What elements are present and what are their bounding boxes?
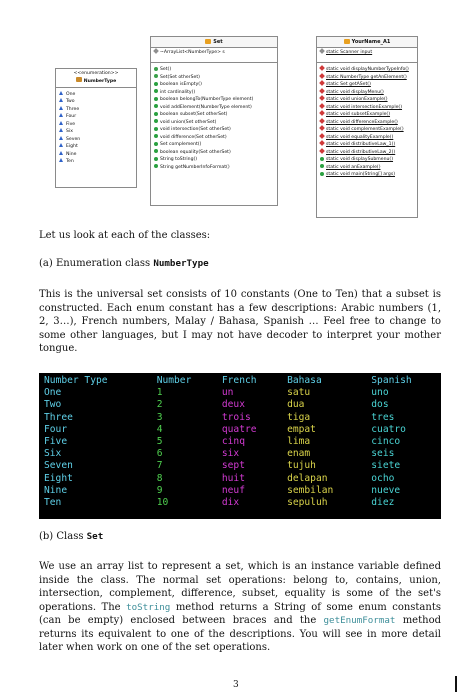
main-method	[320, 134, 414, 142]
table-cell: seis	[371, 448, 395, 460]
main-method-label: static void differenceExample()	[326, 119, 398, 125]
table-header-cell: Spanish	[371, 375, 412, 386]
table-cell: 8	[156, 472, 163, 484]
main-method	[320, 149, 414, 157]
main-method-label: static void main(String[] args)	[326, 172, 396, 177]
main-class-title: YourName_A1	[351, 39, 391, 45]
main-method	[320, 126, 414, 134]
private-field-icon	[319, 48, 325, 54]
enum-constant-label: Nine	[66, 151, 77, 157]
public-method-icon	[154, 134, 158, 138]
table-cell: Seven	[44, 460, 73, 472]
table-cell: Eight	[44, 472, 73, 484]
table-row	[39, 460, 441, 472]
text-cursor	[455, 676, 457, 692]
table-cell: Six	[44, 448, 62, 460]
public-method-icon	[320, 157, 324, 161]
table-cell: dix	[221, 497, 240, 509]
main-attributes	[317, 48, 417, 63]
set-method	[154, 96, 274, 104]
main-method	[320, 81, 414, 89]
enum-constant	[56, 113, 136, 121]
table-header-cell: Number	[156, 375, 192, 386]
private-method-icon	[319, 118, 325, 124]
main-method-label: static void intersectionExample()	[326, 104, 403, 110]
main-method-label: static void displayNumberTypeInfo()	[326, 67, 409, 72]
table-cell: 4	[156, 423, 163, 435]
enum-constant-label: Five	[66, 121, 76, 127]
table-cell: tres	[371, 411, 395, 423]
table-cell: diez	[371, 497, 395, 509]
set-class-box	[150, 36, 278, 206]
enum-constant	[56, 98, 136, 106]
enum-constant-label: Three	[66, 106, 80, 112]
table-cell: cinco	[371, 436, 401, 448]
enum-constant-label: Ten	[66, 159, 74, 164]
set-class-header	[151, 37, 277, 48]
set-method	[154, 156, 274, 164]
main-method	[320, 119, 414, 127]
enum-constant-icon	[59, 121, 63, 125]
public-method-icon	[154, 104, 158, 108]
table-cell: dua	[287, 399, 305, 411]
table-cell: 5	[156, 436, 163, 448]
table-cell: tiga	[287, 411, 311, 423]
table-row	[39, 412, 441, 424]
table-cell: trois	[221, 411, 251, 423]
main-method	[320, 156, 414, 164]
table-body	[39, 387, 441, 509]
table-cell: tujuh	[287, 460, 316, 472]
enum-constant-label: Eight	[66, 144, 78, 149]
table-row	[39, 399, 441, 411]
table-cell: uno	[371, 387, 389, 399]
enum-constant-label: Seven	[66, 136, 81, 142]
table-cell: 10	[156, 497, 169, 509]
table-cell: neuf	[221, 484, 245, 496]
private-method-icon	[319, 65, 325, 71]
public-method-icon	[320, 172, 324, 176]
table-cell: empat	[287, 423, 316, 435]
enum-constant	[56, 143, 136, 151]
main-method	[320, 111, 414, 119]
table-cell: six	[221, 448, 240, 460]
set-method	[154, 126, 274, 134]
table-header-cell: French	[221, 375, 257, 386]
main-method	[320, 74, 414, 82]
tostring-code: toString	[126, 601, 171, 613]
private-method-icon	[319, 103, 325, 109]
public-method-icon	[154, 67, 158, 71]
private-method-icon	[319, 73, 325, 79]
table-cell: 2	[156, 399, 163, 411]
table-cell: huit	[221, 472, 245, 484]
set-method-label: void difference(Set otherSet)	[160, 134, 227, 140]
enum-constants	[56, 88, 136, 166]
enum-constant	[56, 121, 136, 129]
section-b-paragraph: We use an array list to represent a set, which is an instance variable defined inside the class. The normal set operations: belong to, contains, union, intersection, complement, difference, subset, equality is some of the set's operations. The toString method returns a String of some enum constants (can be empty) enclosed between braces and the getEnumFormat method returns its equivalent to one of the descriptions. You will see in more detail later when work on one of the set operations.	[39, 561, 441, 653]
set-method	[154, 134, 274, 142]
table-cell: 1	[156, 387, 163, 399]
enum-constant	[56, 128, 136, 136]
main-method-label: static void complementExample()	[326, 127, 404, 132]
set-method-label: Set complement()	[160, 142, 202, 147]
table-cell: sembilan	[287, 484, 334, 496]
table-row	[39, 436, 441, 448]
table-cell: cuatro	[371, 423, 406, 435]
section-a-paragraph: This is the universal set consists of 10 constants (One to Ten) that a subset is constructed. Each enum constant has a few descriptions: Arabic numbers (1, 2, 3…), French numbers, Malay / Bahasa, Spanish … Feel free to change to some other languages, but I may not have decoder to interpret your mother tongue.	[39, 289, 441, 354]
getenumformat-code: getEnumFormat	[323, 615, 396, 626]
set-methods	[151, 63, 277, 172]
main-method-label: static void equalityExample()	[326, 134, 394, 140]
enum-numbertype-box	[55, 68, 137, 188]
main-method-label: static void distributiveLaw_2()	[326, 149, 396, 155]
set-method-label: Set()	[160, 67, 172, 72]
table-row	[39, 497, 441, 509]
table-header-cell: Number Type	[44, 375, 108, 386]
intro-text: Let us look at each of the classes:	[39, 230, 211, 241]
public-method-icon	[154, 89, 158, 93]
main-method-label: static void displayMenu()	[326, 89, 384, 95]
set-method-label: void union(Set otherSet)	[160, 119, 217, 125]
enum-constant-icon	[59, 143, 63, 147]
public-method-icon	[154, 149, 158, 153]
section-b-code: Set	[86, 531, 104, 542]
set-method	[154, 141, 274, 149]
number-type-output-table	[39, 373, 441, 519]
private-method-icon	[319, 95, 325, 101]
public-method-icon	[154, 112, 158, 116]
enum-constant-icon	[59, 113, 63, 117]
set-method	[154, 149, 274, 157]
table-header-row	[39, 375, 441, 387]
enum-constant-icon	[59, 128, 63, 132]
enum-constant-icon	[59, 91, 63, 95]
public-method-icon	[154, 97, 158, 101]
table-cell: 6	[156, 448, 163, 460]
main-method	[320, 104, 414, 112]
table-row	[39, 485, 441, 497]
main-method	[320, 66, 414, 74]
enum-constant-icon	[59, 136, 63, 140]
table-cell: lima	[287, 436, 311, 448]
set-method-label: void addElement(NumberType element)	[160, 104, 252, 110]
public-method-icon	[154, 74, 158, 78]
table-cell: un	[221, 387, 234, 399]
private-method-icon	[319, 88, 325, 94]
main-method-label: static void distributiveLaw_1()	[326, 142, 396, 147]
class-icon	[344, 39, 350, 44]
table-cell: sepuluh	[287, 497, 328, 509]
set-method-label: String toString()	[160, 157, 198, 162]
enum-constant	[56, 106, 136, 114]
table-cell: enam	[287, 448, 311, 460]
table-row	[39, 448, 441, 460]
main-method-label: static void anExample()	[326, 164, 381, 170]
enum-constant-label: Two	[66, 99, 75, 104]
main-method	[320, 171, 414, 179]
set-method-label: boolean belongTo(NumberType element)	[160, 97, 254, 102]
enum-constant	[56, 158, 136, 166]
main-class-box	[316, 36, 418, 218]
public-method-icon	[154, 119, 158, 123]
public-method-icon	[320, 164, 324, 168]
table-cell: Five	[44, 436, 68, 448]
table-cell: satu	[287, 387, 311, 399]
main-method-label: static NumberType getAnElement()	[326, 74, 407, 80]
set-method-label: boolean subset(Set otherSet)	[160, 112, 228, 117]
table-cell: quatre	[221, 423, 257, 435]
table-cell: ocho	[371, 472, 395, 484]
public-method-icon	[154, 127, 158, 131]
table-cell: 9	[156, 484, 163, 496]
enum-constant	[56, 136, 136, 144]
private-method-icon	[319, 125, 325, 131]
table-cell: One	[44, 387, 62, 399]
enum-constant-label: One	[66, 91, 76, 97]
class-icon	[205, 39, 211, 44]
table-cell: nueve	[371, 484, 401, 496]
main-method	[320, 164, 414, 172]
table-cell: Three	[44, 411, 73, 423]
section-a-code: NumberType	[153, 258, 209, 269]
set-method	[154, 104, 274, 112]
enum-header	[56, 69, 136, 88]
translations-table	[39, 375, 441, 509]
set-method	[154, 89, 274, 97]
enum-name: NumberType	[83, 78, 117, 84]
table-cell: Two	[44, 399, 62, 411]
uml-class-diagram	[0, 0, 470, 225]
enum-constant-label: Four	[66, 114, 77, 119]
enum-stereotype: <<enumeration>>	[73, 71, 119, 76]
set-method-label: String getNumberInfoFormat()	[160, 164, 230, 170]
public-method-icon	[154, 157, 158, 161]
public-method-icon	[154, 164, 158, 168]
enum-constant-icon	[59, 106, 63, 110]
main-method-label: static void unionExample()	[326, 97, 388, 102]
private-method-icon	[319, 133, 325, 139]
main-method-label: static Set getASet()	[326, 82, 371, 87]
set-method-label: boolean equality(Set otherSet)	[160, 149, 231, 155]
table-cell: cinq	[221, 436, 245, 448]
page-number: 3	[233, 680, 239, 690]
table-cell: 7	[156, 460, 163, 472]
set-method	[154, 111, 274, 119]
enum-constant-icon	[59, 158, 63, 162]
table-row	[39, 387, 441, 399]
enum-icon	[76, 77, 82, 82]
main-method	[320, 89, 414, 97]
set-attributes	[151, 48, 277, 63]
public-method-icon	[154, 82, 158, 86]
set-method-label: Set(Set otherSet)	[160, 74, 200, 80]
set-attribute: ~ArrayList<NumberType> s	[160, 50, 225, 55]
table-row	[39, 473, 441, 485]
main-attribute: static Scanner input	[326, 50, 373, 55]
table-cell: delapan	[287, 472, 328, 484]
main-class-header	[317, 37, 417, 48]
section-b-heading: (b) Class Set	[39, 531, 104, 542]
set-method	[154, 164, 274, 172]
package-field-icon	[153, 48, 159, 54]
table-cell: Ten	[44, 497, 62, 509]
set-method	[154, 81, 274, 89]
enum-constant	[56, 151, 136, 159]
main-method	[320, 96, 414, 104]
table-cell: deux	[221, 399, 245, 411]
set-method-label: int cardinality()	[160, 89, 196, 95]
main-method-label: static void displaySubmenu()	[326, 157, 394, 162]
main-method-label: static void subsetExample()	[326, 112, 391, 117]
table-row	[39, 424, 441, 436]
main-methods	[317, 63, 417, 180]
private-method-icon	[319, 80, 325, 86]
table-header-cell: Bahasa	[287, 375, 322, 386]
set-method	[154, 66, 274, 74]
set-method-label: void intersection(Set otherSet)	[160, 127, 231, 132]
private-method-icon	[319, 110, 325, 116]
main-method	[320, 141, 414, 149]
table-cell: Nine	[44, 484, 68, 496]
set-method	[154, 74, 274, 82]
table-cell: siete	[371, 460, 401, 472]
table-cell: sept	[221, 460, 245, 472]
enum-constant-icon	[59, 98, 63, 102]
private-method-icon	[319, 140, 325, 146]
table-cell: dos	[371, 399, 389, 411]
enum-constant	[56, 91, 136, 99]
section-a-heading: (a) Enumeration class NumberType	[39, 258, 209, 269]
set-method-label: boolean isEmpty()	[160, 82, 202, 87]
set-method	[154, 119, 274, 127]
private-method-icon	[319, 148, 325, 154]
public-method-icon	[154, 142, 158, 146]
enum-constant-label: Six	[66, 129, 73, 134]
enum-constant-icon	[59, 151, 63, 155]
table-cell: 3	[156, 411, 163, 423]
table-cell: Four	[44, 423, 68, 435]
set-class-title: Set	[213, 39, 223, 45]
